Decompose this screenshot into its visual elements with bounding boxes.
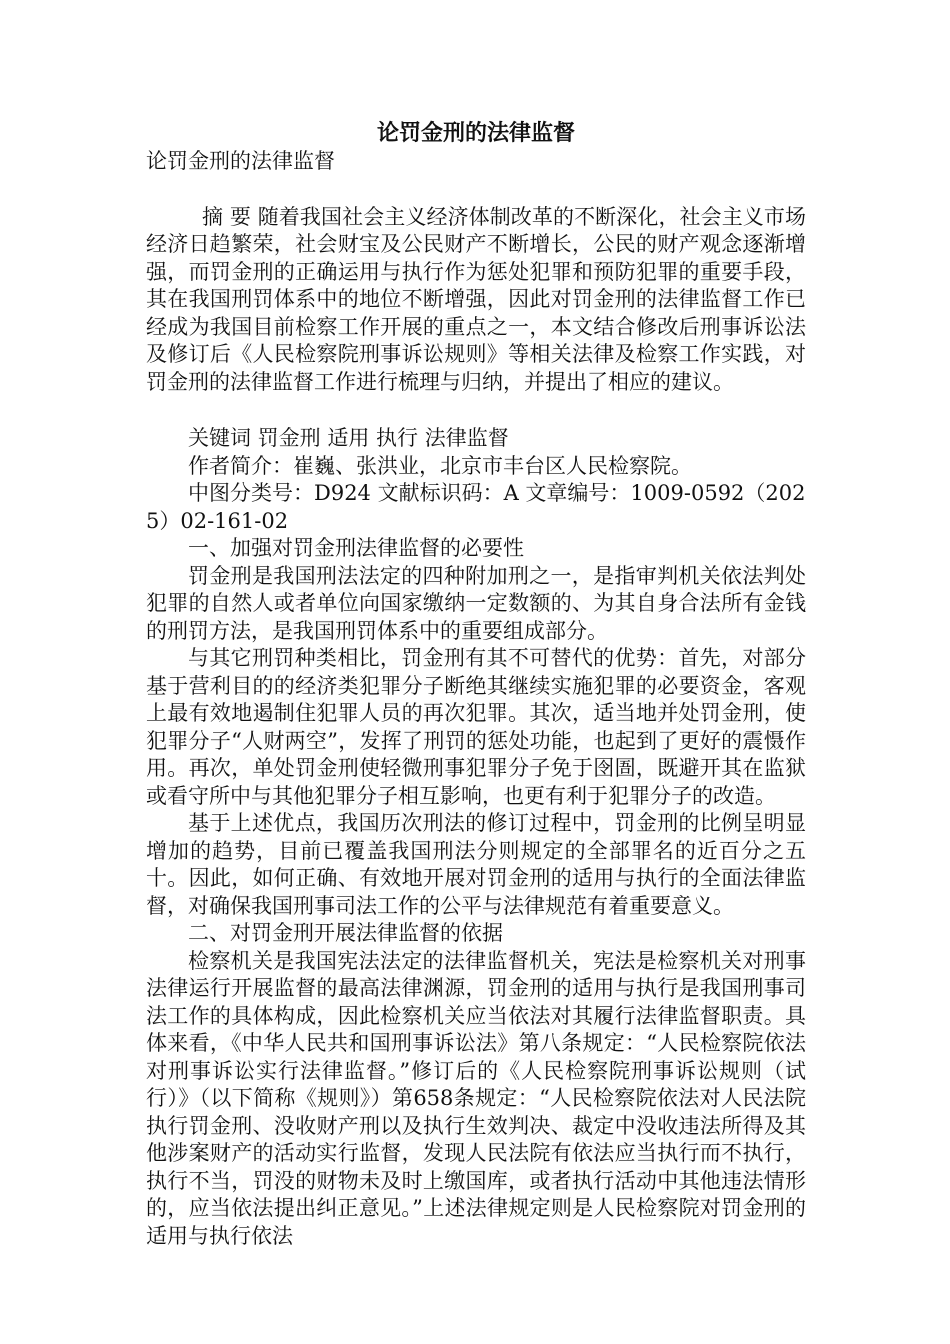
document-page: [146, 118, 806, 1250]
body-paragraph: 检察机关是我国宪法法定的法律监督机关，宪法是检察机关对刑事法律运行开展监督的最高法律渊源，罚金刑的适用与执行是我国刑事司法工作的具体构成，因此检察机关应当依法对其履行法律监督职责。具体来看，《中华人民共和国刑事诉讼法》第八条规定：“人民检察院依法对刑事诉讼实行法律监督。”修订后的《人民检察院刑事诉讼规则（试行）》（以下简称《规则》）第658条规定：“人民检察院依法对人民法院执行罚金刑、没收财产刑以及执行生效判决、裁定中没收违法所得及其他涉案财产的活动实行监督，发现人民法院有依法应当执行而不执行，执行不当，罚没的财物未及时上缴国库，或者执行活动中其他违法情形的，应当依法提出纠正意见。”上述法律规定则是人民检察院对罚金刑的适用与执行依法: [146, 948, 806, 1248]
classification-line: 中图分类号：D924 文献标识码：A 文章编号：1009-0592（2025）02-161-02: [146, 481, 806, 533]
body-paragraph: 基于上述优点，我国历次刑法的修订过程中，罚金刑的比例呈明显增加的趋势，目前已覆盖我国刑法分则规定的全部罪名的近百分之五十。因此，如何正确、有效地开展对罚金刑的适用与执行的全面法律监督，对确保我国刑事司法工作的公平与法律规范有着重要意义。: [146, 811, 806, 918]
section-heading-2: 二、对罚金刑开展法律监督的依据: [188, 921, 503, 945]
keywords-line: 关键词 罚金刑 适用 执行 法律监督: [188, 426, 509, 450]
paragraph-spacer: [146, 396, 806, 425]
document-subtitle: 论罚金刑的法律监督: [146, 149, 335, 173]
abstract-paragraph: 摘 要 随着我国社会主义经济体制改革的不断深化，社会主义市场经济日趋繁荣，社会财宝及公民财产不断增长，公民的财产观念逐渐增强，而罚金刑的正确运用与执行作为惩处犯罪和预防犯罪的重要手段，其在我国刑罚体系中的地位不断增强，因此对罚金刑的法律监督工作已经成为我国目前检察工作开展的重点之一，本文结合修改后刑事诉讼法及修订后《人民检察院刑事诉讼规则》等相关法律及检察工作实践，对罚金刑的法律监督工作进行梳理与归纳，并提出了相应的建议。: [146, 204, 806, 394]
document-title: 论罚金刑的法律监督: [376, 120, 575, 146]
body-paragraph: 罚金刑是我国刑法法定的四种附加刑之一，是指审判机关依法判处犯罪的自然人或者单位向国家缴纳一定数额的、为其自身合法所有金钱的刑罚方法，是我国刑罚体系中的重要组成部分。: [146, 563, 806, 643]
body-paragraph: 与其它刑罚种类相比，罚金刑有其不可替代的优势：首先，对部分基于营利目的的经济类犯罪分子断绝其继续实施犯罪的必要资金，客观上最有效地遏制住犯罪人员的再次犯罪。其次，适当地并处罚金刑，使犯罪分子“人财两空”，发挥了刑罚的惩处功能，也起到了更好的震慑作用。再次，单处罚金刑使轻微刑事犯罪分子免于囹圄，既避开其在监狱或看守所中与其他犯罪分子相互影响，也更有利于犯罪分子的改造。: [146, 646, 806, 808]
author-line: 作者简介：崔巍、张洪业，北京市丰台区人民检察院。: [188, 453, 692, 478]
section-heading-1: 一、加强对罚金刑法律监督的必要性: [188, 536, 524, 560]
